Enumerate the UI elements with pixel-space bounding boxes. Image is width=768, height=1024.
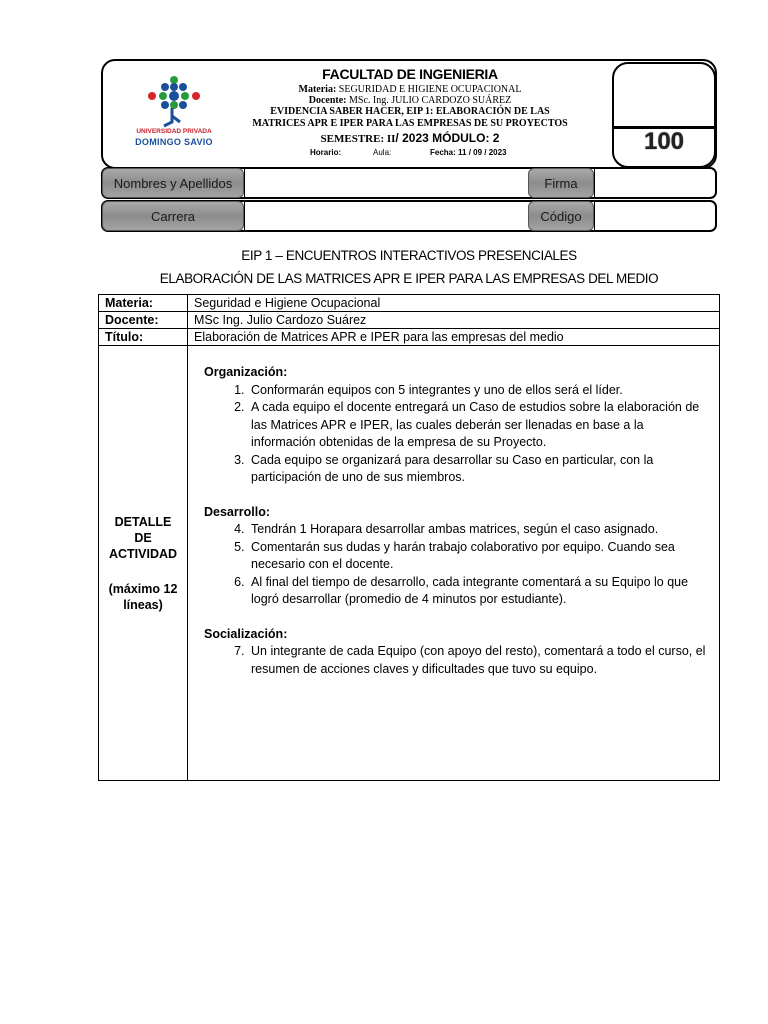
docente-cell-label: Docente: — [99, 312, 188, 329]
materia-value: SEGURIDAD E HIGIENE OCUPACIONAL — [338, 84, 522, 95]
titulo-cell-label: Título: — [99, 329, 188, 346]
divider — [244, 168, 245, 199]
materia-cell: Seguridad e Higiene Ocupacional — [188, 295, 720, 312]
logo-line1: UNIVERSIDAD PRIVADA — [136, 128, 212, 135]
organizacion-title: Organización: — [204, 365, 288, 379]
semestre-label: SEMESTRE: II — [320, 133, 396, 145]
evidencia-line2: MATRICES APR E IPER PARA LAS EMPRESAS DE SU PROYECTOS — [252, 118, 568, 129]
list-item: 1. Conformarán equipos con 5 integrantes y uno de ellos será el líder. — [248, 382, 707, 400]
docente-label: Docente: — [308, 95, 347, 106]
logo-line2: DOMINGO SAVIO — [135, 137, 213, 147]
titulo-cell: Elaboración de Matrices APR e IPER para las empresas del medio — [188, 329, 720, 346]
desarrollo-title: Desarrollo: — [204, 504, 270, 519]
evidencia-line1: EVIDENCIA SABER HACER, EIP 1: ELABORACIÓN DE LAS — [270, 106, 550, 117]
list-item: 4. Tendrán 1 Horapara desarrollar ambas matrices, según el caso asignado. — [248, 521, 707, 539]
list-item: 2. A cada equipo el docente entregará un Caso de estudios sobre la elaboración de las Matrices APR e IPER, las cuales deberán ser llenadas en base a la información obtenidas de la empresa de su Proyecto. — [248, 399, 707, 452]
table-row — [99, 295, 720, 312]
aula-label: Aula: — [373, 148, 392, 157]
detalle-label-4: líneas) — [123, 597, 163, 612]
socializacion-title: Socialización: — [204, 626, 288, 641]
table-row — [99, 329, 720, 346]
score-value: 100 — [643, 128, 685, 155]
document-title-1: EIP 1 – ENCUENTROS INTERACTIVOS PRESENCIALES — [241, 248, 577, 263]
activity-table — [98, 294, 720, 781]
document-title-2: ELABORACIÓN DE LAS MATRICES APR E IPER PARA LAS EMPRESAS DEL MEDIO — [159, 271, 659, 286]
list-item: 6. Al final del tiempo de desarrollo, cada integrante comentará a su Equipo lo que logró desarrollar (promedio de 4 minutos por estudiante). — [248, 574, 707, 609]
semestre-line — [220, 131, 600, 145]
nombres-label: Nombres y Apellidos — [102, 168, 244, 198]
table-row — [99, 346, 720, 781]
fecha-label: Fecha: 11 / 09 / 2023 — [430, 148, 507, 157]
carrera-label: Carrera — [102, 201, 244, 231]
detalle-cell — [188, 346, 720, 781]
codigo-label: Código — [528, 201, 594, 231]
divider — [594, 168, 595, 199]
faculty-title: FACULTAD DE INGENIERIA — [322, 66, 498, 82]
materia-cell-label: Materia: — [99, 295, 188, 312]
docente-value: MSc. Ing. JULIO CARDOZO SUÁREZ — [349, 95, 512, 106]
horario-label: Horario: — [310, 148, 342, 157]
semestre-value: / 2023 MÓDULO: 2 — [395, 131, 500, 145]
firma-label: Firma — [528, 168, 594, 198]
list-item: 5. Comentarán sus dudas y harán trabajo colaborativo por equipo. Cuando sea necesario con el docente. — [248, 539, 707, 574]
detalle-label-1: DETALLE DE — [114, 514, 172, 545]
detalle-cell-label — [99, 346, 188, 781]
divider — [244, 201, 245, 232]
table-row — [99, 312, 720, 329]
docente-cell: MSc Ing. Julio Cardozo Suárez — [188, 312, 720, 329]
list-item: 7. Un integrante de cada Equipo (con apoyo del resto), comentará a todo el curso, el resumen de acciones claves y dificultades que tuvo su equipo. — [248, 643, 707, 678]
divider — [594, 201, 595, 232]
detalle-label-3: (máximo 12 — [108, 581, 178, 596]
detalle-label-2: ACTIVIDAD — [108, 546, 178, 561]
list-item: 3. Cada equipo se organizará para desarrollar su Caso en particular, con la participación de uno de sus miembros. — [248, 452, 707, 487]
materia-label: Materia: — [298, 84, 337, 95]
